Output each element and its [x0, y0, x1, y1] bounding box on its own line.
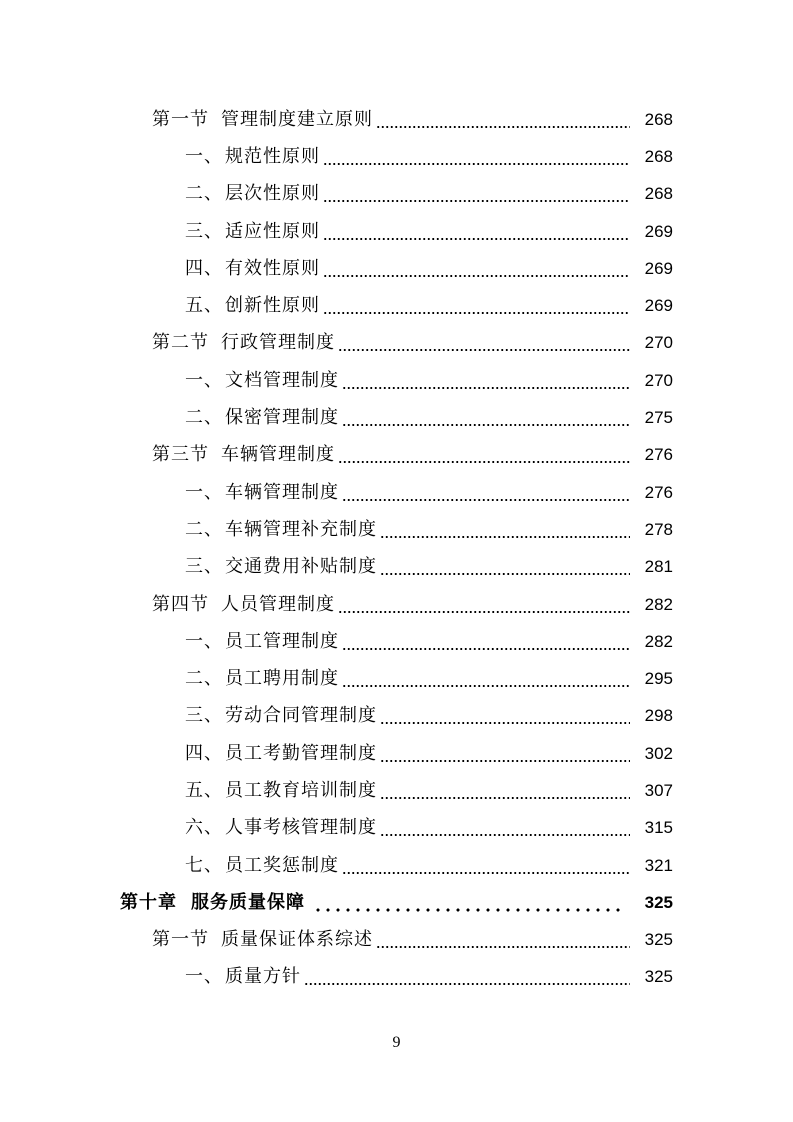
entry-page-number: 295 [644, 669, 673, 689]
entry-title: 层次性原则 [225, 183, 320, 205]
entry-title: 保密管理制度 [225, 407, 339, 429]
toc-entry[interactable] [0, 810, 793, 847]
dot-leader [380, 555, 630, 579]
toc-entry[interactable] [0, 735, 793, 772]
entry-number: 第一节 [152, 929, 209, 951]
toc-entry[interactable] [0, 511, 793, 548]
entry-number: 一、 [185, 481, 223, 503]
entry-number: 四、 [185, 742, 223, 764]
toc-entry[interactable] [0, 287, 793, 324]
entry-number: 第二节 [152, 332, 209, 354]
entry-number: 二、 [185, 518, 223, 540]
dot-leader [342, 630, 630, 654]
entry-title: 员工聘用制度 [225, 668, 339, 690]
entry-title: 交通费用补贴制度 [225, 556, 377, 578]
entry-title: 员工奖惩制度 [225, 854, 339, 876]
entry-number: 二、 [185, 407, 223, 429]
entry-page-number: 325 [644, 967, 673, 987]
entry-page-number: 282 [644, 631, 673, 651]
toc-entry[interactable] [0, 698, 793, 735]
toc-entry[interactable] [0, 474, 793, 511]
entry-page-number: 268 [644, 109, 673, 129]
page-number: 9 [392, 1034, 401, 1051]
entry-page-number: 269 [644, 221, 673, 241]
entry-number: 一、 [185, 145, 223, 167]
entry-page-number: 282 [644, 594, 673, 614]
entry-title: 人员管理制度 [221, 593, 335, 615]
entry-number: 六、 [185, 817, 223, 839]
entry-title: 有效性原则 [225, 257, 320, 279]
toc-entry[interactable] [0, 176, 793, 213]
dot-leader [342, 406, 630, 430]
entry-page-number: 278 [644, 519, 673, 539]
entry-page-number: 276 [644, 482, 673, 502]
toc-entry[interactable] [0, 922, 793, 959]
toc-entry[interactable] [0, 772, 793, 809]
entry-number: 五、 [185, 779, 223, 801]
entry-number: 第一节 [152, 108, 209, 130]
toc-entry[interactable] [0, 399, 793, 436]
dot-leader [304, 965, 630, 989]
entry-number: 一、 [185, 966, 223, 988]
dot-leader [376, 108, 630, 132]
dot-leader [323, 145, 630, 169]
entry-number: 一、 [185, 630, 223, 652]
entry-number: 第三节 [152, 444, 209, 466]
toc-entry[interactable] [0, 325, 793, 362]
entry-number: 一、 [185, 369, 223, 391]
dot-leader [342, 854, 630, 878]
entry-page-number: 270 [644, 333, 673, 353]
dot-leader [323, 257, 630, 281]
entry-page-number: 276 [644, 445, 673, 465]
entry-title: 人事考核管理制度 [225, 817, 377, 839]
toc-entry[interactable] [0, 101, 793, 138]
entry-title: 劳动合同管理制度 [225, 705, 377, 727]
entry-page-number: 298 [644, 706, 673, 726]
toc-entry[interactable] [0, 138, 793, 175]
entry-title: 车辆管理制度 [221, 444, 335, 466]
entry-number: 七、 [185, 854, 223, 876]
entry-title: 规范性原则 [225, 145, 320, 167]
entry-title: 创新性原则 [225, 295, 320, 317]
entry-page-number: 269 [644, 296, 673, 316]
toc-entry[interactable] [0, 847, 793, 884]
entry-title: 员工教育培训制度 [225, 779, 377, 801]
dot-leader [342, 667, 630, 691]
entry-title: 车辆管理补充制度 [225, 518, 377, 540]
entry-title: 质量方针 [225, 966, 301, 988]
dot-leader [323, 220, 630, 244]
entry-page-number: 281 [644, 557, 673, 577]
entry-page-number: 315 [644, 818, 673, 838]
entry-number: 二、 [185, 183, 223, 205]
dot-leader [376, 928, 630, 952]
toc-entry[interactable] [0, 250, 793, 287]
dot-leader [380, 704, 630, 728]
entry-title: 员工管理制度 [225, 630, 339, 652]
entry-title: 行政管理制度 [221, 332, 335, 354]
toc-entry[interactable] [0, 586, 793, 623]
entry-title: 质量保证体系综述 [221, 929, 373, 951]
entry-number: 二、 [185, 668, 223, 690]
entry-number: 三、 [185, 705, 223, 727]
entry-page-number: 270 [644, 370, 673, 390]
dot-leader [380, 518, 630, 542]
entry-page-number: 269 [644, 258, 673, 278]
entry-number: 四、 [185, 257, 223, 279]
dot-leader [380, 742, 630, 766]
dot-leader [380, 816, 630, 840]
entry-title: 适应性原则 [225, 220, 320, 242]
entry-page-number: 268 [644, 184, 673, 204]
dot-leader [342, 369, 630, 393]
entry-title: 管理制度建立原则 [221, 108, 373, 130]
toc-entry[interactable] [0, 660, 793, 697]
dot-leader [342, 481, 630, 505]
toc-entry[interactable] [0, 623, 793, 660]
entry-number: 三、 [185, 220, 223, 242]
entry-page-number: 268 [644, 146, 673, 166]
entry-number: 第十章 [120, 891, 177, 913]
entry-title: 员工考勤管理制度 [225, 742, 377, 764]
toc-entry[interactable] [0, 959, 793, 996]
dot-leader [313, 891, 625, 915]
dot-leader [338, 331, 630, 355]
entry-number: 第四节 [152, 593, 209, 615]
dot-leader [323, 182, 630, 206]
entry-title: 车辆管理制度 [225, 481, 339, 503]
entry-title: 文档管理制度 [225, 369, 339, 391]
entry-page-number: 275 [644, 408, 673, 428]
entry-number: 三、 [185, 556, 223, 578]
entry-number: 五、 [185, 295, 223, 317]
toc-entry[interactable] [0, 437, 793, 474]
entry-title: 服务质量保障 [191, 891, 305, 913]
dot-leader [338, 443, 630, 467]
toc-entry[interactable] [0, 884, 793, 921]
entry-page-number: 307 [644, 780, 673, 800]
toc-entry[interactable] [0, 213, 793, 250]
toc-entry[interactable] [0, 549, 793, 586]
table-of-contents [0, 101, 793, 996]
toc-entry[interactable] [0, 362, 793, 399]
entry-page-number: 302 [644, 743, 673, 763]
dot-leader [380, 779, 630, 803]
entry-page-number: 321 [644, 855, 673, 875]
dot-leader [338, 593, 630, 617]
entry-page-number: 325 [644, 930, 673, 950]
entry-page-number: 325 [644, 892, 673, 912]
dot-leader [323, 294, 630, 318]
